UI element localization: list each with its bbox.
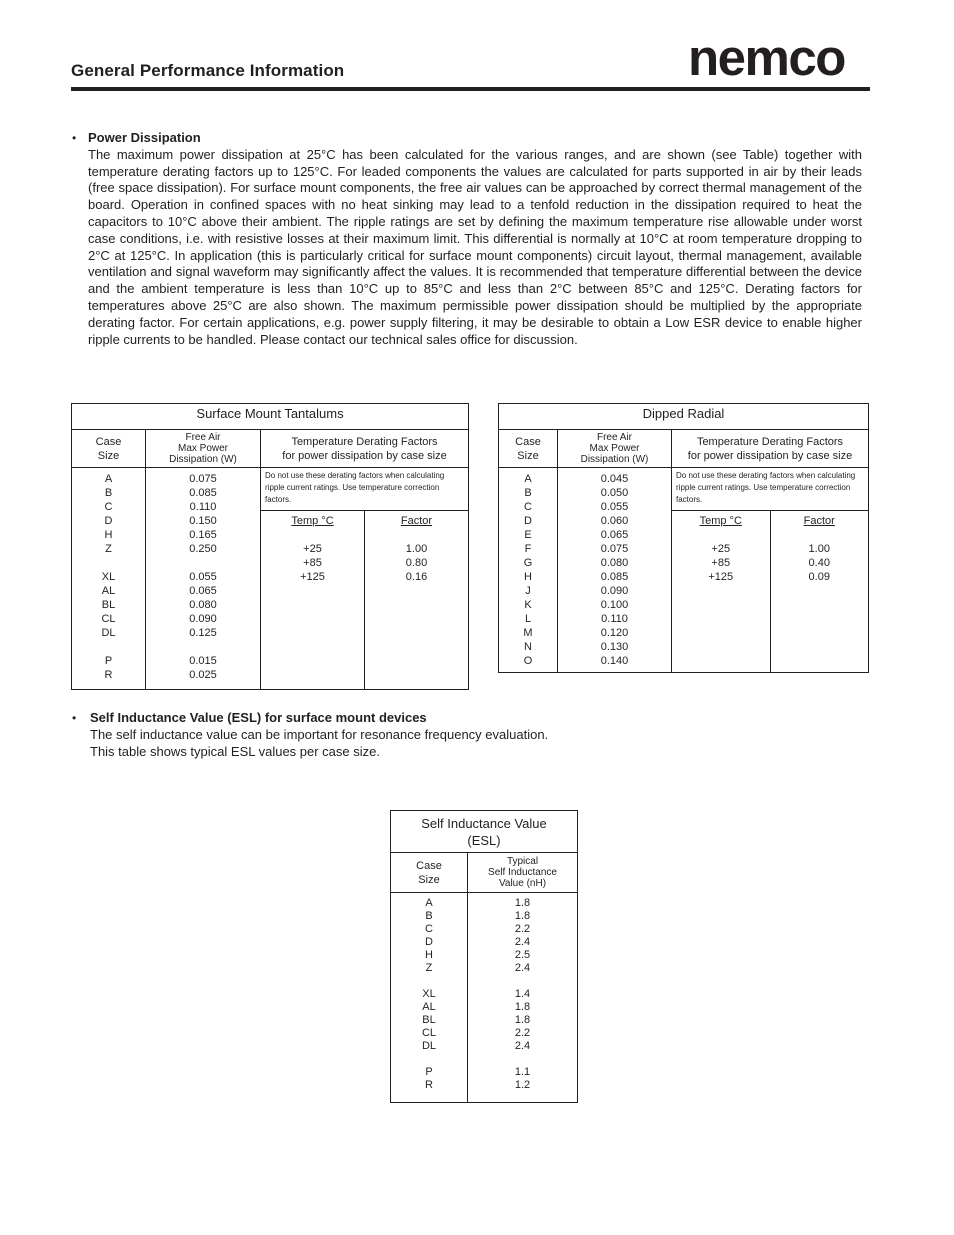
esl-value-cell: 2.2 xyxy=(514,923,531,935)
case-size-column xyxy=(499,468,558,673)
temp-cell: +85 xyxy=(711,557,731,569)
smt-power-table xyxy=(71,403,469,690)
power-cell: 0.050 xyxy=(600,487,629,499)
case-size-cell: R xyxy=(425,1079,433,1091)
power-cell: 0.065 xyxy=(189,585,217,597)
case-size-cell: P xyxy=(104,655,113,667)
case-size-cell: AL xyxy=(422,1001,436,1013)
case-size-cell: Z xyxy=(425,962,433,974)
power-cell: 0.110 xyxy=(601,613,628,625)
case-size-cell: O xyxy=(523,655,533,667)
case-size-cell: F xyxy=(524,543,532,555)
case-size-column xyxy=(391,893,468,1103)
derating-note: Do not use these derating factors when calculating ripple current ratings. Use temperature correction factors. xyxy=(265,471,445,504)
power-header: Free Air Max Power Dissipation (W) xyxy=(146,430,261,468)
power-column xyxy=(558,468,672,673)
temp-cell: +125 xyxy=(708,571,734,583)
case-size-cell: C xyxy=(524,501,532,513)
esl-value-cell: 2.5 xyxy=(514,949,531,961)
temp-cell: +25 xyxy=(303,543,322,555)
power-cell: 0.075 xyxy=(189,473,217,485)
power-cell: 0.045 xyxy=(600,473,629,485)
case-size-cell: H xyxy=(104,529,113,541)
case-size-cell: XL xyxy=(101,571,116,583)
case-size-cell: A xyxy=(425,897,433,909)
case-size-cell: D xyxy=(104,515,113,527)
factor-cell: 0.40 xyxy=(808,557,830,569)
esl-value-cell xyxy=(468,1053,577,1066)
power-cell: 0.110 xyxy=(189,501,217,513)
factor-cell: 0.80 xyxy=(405,557,428,569)
case-size-cell: B xyxy=(104,487,113,499)
factor-cell: 1.00 xyxy=(405,543,428,555)
case-size-cell: DL xyxy=(101,627,116,639)
case-size-cell: BL xyxy=(101,599,116,611)
derating-header: Temperature Derating Factors for power dissipation by case size xyxy=(672,430,869,468)
esl-table xyxy=(390,810,578,1103)
case-size-cell: L xyxy=(524,613,532,625)
temp-cell: +85 xyxy=(303,557,322,569)
power-cell: 0.015 xyxy=(189,655,217,667)
power-cell: 0.075 xyxy=(600,543,629,555)
case-size-cell: G xyxy=(523,557,533,569)
esl-heading: Self Inductance Value (ESL) for surface mount devices xyxy=(90,710,427,725)
power-cell xyxy=(146,640,260,654)
case-size-cell: K xyxy=(524,599,532,611)
factor-label: Factor xyxy=(400,515,433,527)
case-size-cell: AL xyxy=(101,585,116,597)
case-size-header: Case Size xyxy=(499,430,558,468)
power-column xyxy=(146,468,261,690)
case-size-cell: P xyxy=(425,1066,433,1078)
case-size-cell: CL xyxy=(101,613,116,625)
esl-value-cell: 2.4 xyxy=(514,962,531,974)
case-size-cell: Z xyxy=(105,543,112,555)
esl-table-caption: Self Inductance Value (ESL) xyxy=(391,811,578,853)
esl-value-cell xyxy=(468,975,577,988)
case-size-cell: A xyxy=(104,473,113,485)
esl-value-cell: 2.2 xyxy=(514,1027,531,1039)
power-cell: 0.060 xyxy=(600,515,629,527)
esl-value-column xyxy=(468,893,578,1103)
power-cell: 0.130 xyxy=(600,641,629,653)
power-cell: 0.090 xyxy=(600,585,629,597)
temp-cell: +125 xyxy=(300,571,325,583)
case-size-cell xyxy=(391,1053,467,1066)
case-size-cell: N xyxy=(524,641,532,653)
case-size-cell: M xyxy=(523,627,533,639)
power-cell: 0.085 xyxy=(189,487,217,499)
case-size-cell: H xyxy=(524,571,532,583)
bullet: • xyxy=(72,131,77,145)
esl-value-cell: 1.4 xyxy=(514,988,531,1000)
power-cell xyxy=(146,556,260,570)
case-size-cell: B xyxy=(524,487,532,499)
header-rule xyxy=(71,87,870,91)
case-size-cell: H xyxy=(425,949,433,961)
esl-value-cell: 1.8 xyxy=(514,897,531,909)
power-cell: 0.125 xyxy=(189,627,217,639)
power-cell: 0.055 xyxy=(189,571,217,583)
power-cell: 0.120 xyxy=(600,627,629,639)
esl-body-line-1: The self inductance value can be important for resonance frequency evaluation. xyxy=(90,726,549,742)
temp-column xyxy=(672,511,770,672)
esl-value-cell: 1.8 xyxy=(514,1001,531,1013)
power-dissipation-heading: Power Dissipation xyxy=(88,130,201,145)
power-header: Free Air Max Power Dissipation (W) xyxy=(558,430,672,468)
power-cell: 0.025 xyxy=(189,669,217,681)
derating-note: Do not use these derating factors when calculating ripple current ratings. Use temperature correction factors. xyxy=(676,471,856,504)
derating-cell xyxy=(261,468,469,690)
case-size-cell: C xyxy=(104,501,113,513)
esl-body-line-2: This table shows typical ESL values per case size. xyxy=(90,743,380,759)
power-cell: 0.090 xyxy=(189,613,217,625)
esl-value-cell: 1.8 xyxy=(514,910,531,922)
case-size-cell: D xyxy=(425,936,433,948)
factor-cell: 0.16 xyxy=(405,571,428,583)
factor-cell: 0.09 xyxy=(808,571,830,583)
factor-cell: 1.00 xyxy=(808,543,830,555)
power-cell: 0.065 xyxy=(600,529,629,541)
radial-table-caption: Dipped Radial xyxy=(499,404,869,430)
case-size-cell xyxy=(72,640,145,654)
power-cell: 0.100 xyxy=(600,599,629,611)
case-size-header: Case Size xyxy=(391,853,468,893)
case-size-cell: DL xyxy=(421,1040,437,1052)
power-cell: 0.150 xyxy=(189,515,217,527)
case-size-header: Case Size xyxy=(72,430,146,468)
esl-section xyxy=(72,710,790,760)
derating-header: Temperature Derating Factors for power dissipation by case size xyxy=(261,430,469,468)
esl-value-cell: 2.4 xyxy=(514,936,531,948)
case-size-cell: C xyxy=(425,923,433,935)
smt-table-caption: Surface Mount Tantalums xyxy=(72,404,469,430)
temp-label: Temp °C xyxy=(699,515,742,527)
temp-label: Temp °C xyxy=(291,515,334,527)
esl-value-cell: 2.4 xyxy=(514,1040,531,1052)
power-cell: 0.055 xyxy=(600,501,629,513)
case-size-cell: R xyxy=(104,669,113,681)
power-cell: 0.085 xyxy=(600,571,629,583)
case-size-cell: E xyxy=(524,529,532,541)
case-size-cell: XL xyxy=(422,988,436,1000)
case-size-cell xyxy=(391,975,467,988)
power-cell: 0.140 xyxy=(600,655,629,667)
power-dissipation-section xyxy=(72,130,862,348)
case-size-cell: BL xyxy=(422,1014,436,1026)
power-dissipation-body: The maximum power dissipation at 25°C has been calculated for the various ranges, and are shown (see Table) together with temperature derating factors up to 125°C. For leaded components the values are calculated for parts supported in air by their leads (free space dissipation). For surface mount components, the free air values can be approached by correct thermal management of the board. Operation in confined spaces with no heat sinking may lead to a tenfold reduction in the dissipation required to heat the capacitors to 10°C above their ambient. The ripple ratings are set by defining the maximum temperature rise allowable under worst case conditions, i.e. with resistive losses at their maximum limit. This differential is normally at 10°C at room temperature dropping to 2°C at 125°C. In application (this is particularly critical for surface mount components) circuit layout, thermal management, available ventilation and signal waveform may significantly affect the values. It is recommended that temperature differential between the device and the ambient temperature is less than 10°C up to 85°C and less than 2°C between 85°C and 125°C. Derating factors for temperatures above 25°C are also shown. The maximum permissible power dissipation should be multiplied by the appropriate derating factor. For certain applications, e.g. power supply filtering, it may be desirable to obtain a Low ESR device to enable higher ripple currents to be handled. Please contact our technical sales office for discussion. xyxy=(88,146,862,347)
nemco-logo: nemco xyxy=(688,29,845,86)
page-title: General Performance Information xyxy=(71,61,345,80)
derating-cell xyxy=(672,468,869,673)
esl-value-cell: 1.2 xyxy=(514,1079,531,1091)
case-size-cell: J xyxy=(525,585,531,597)
case-size-column xyxy=(72,468,146,690)
power-cell: 0.165 xyxy=(189,529,217,541)
case-size-cell: CL xyxy=(421,1027,437,1039)
esl-value-cell: 1.8 xyxy=(514,1014,531,1026)
esl-value-cell: 1.1 xyxy=(514,1066,531,1078)
temp-column xyxy=(261,511,364,689)
case-size-cell: B xyxy=(425,910,433,922)
power-cell: 0.080 xyxy=(189,599,217,611)
power-cell: 0.080 xyxy=(600,557,629,569)
factor-column xyxy=(364,511,468,689)
case-size-cell: D xyxy=(524,515,532,527)
temp-cell: +25 xyxy=(711,543,731,555)
esl-value-header: Typical Self Inductance Value (nH) xyxy=(468,853,578,893)
case-size-cell: A xyxy=(524,473,532,485)
bullet: • xyxy=(72,711,77,725)
power-cell: 0.250 xyxy=(189,543,217,555)
factor-label: Factor xyxy=(803,515,835,527)
radial-power-table xyxy=(498,403,869,673)
case-size-cell xyxy=(72,556,145,570)
factor-column xyxy=(770,511,869,672)
